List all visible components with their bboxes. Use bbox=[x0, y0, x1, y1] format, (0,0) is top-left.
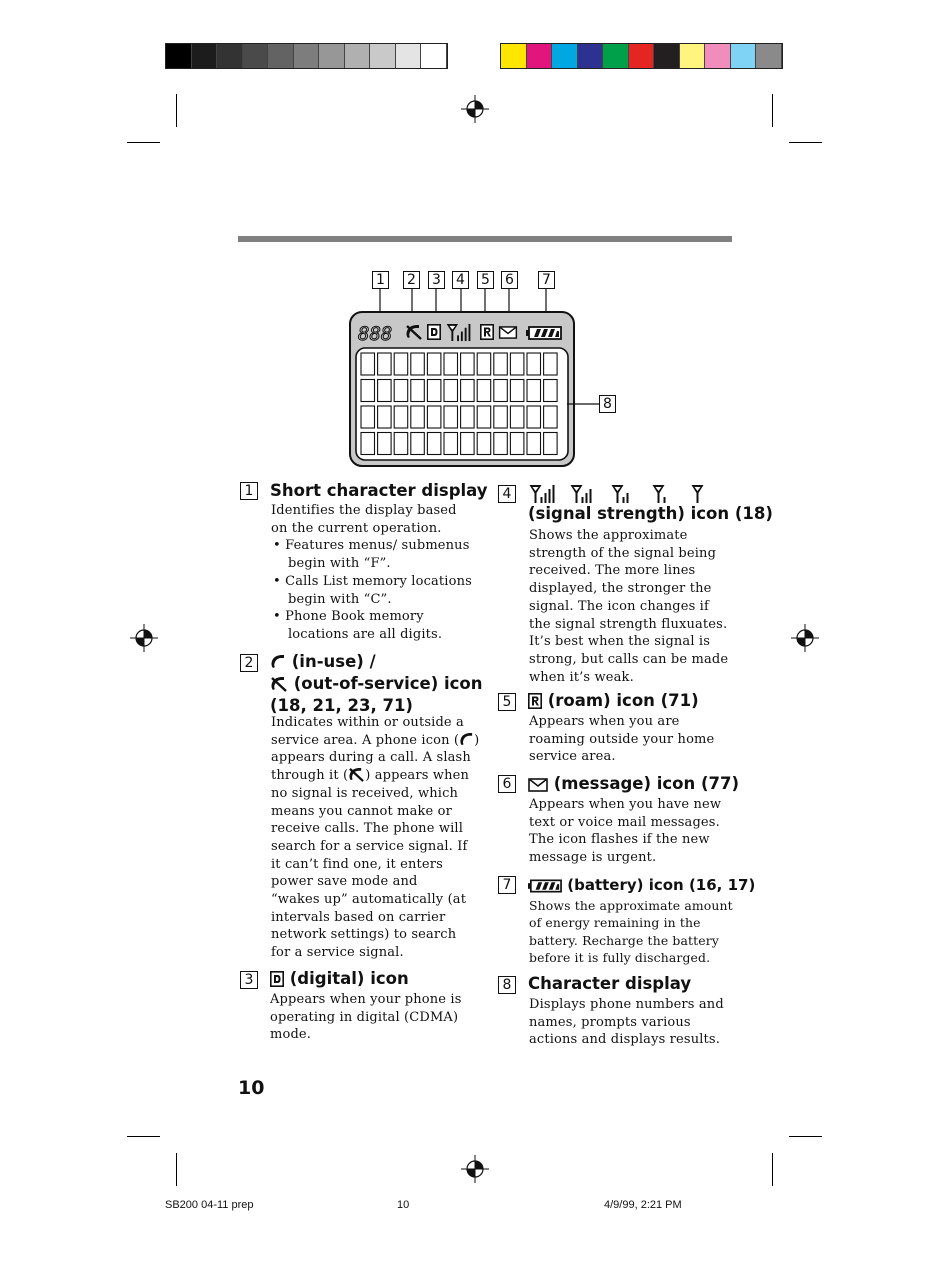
character-cell bbox=[477, 433, 491, 455]
color-swatch bbox=[756, 44, 782, 68]
color-swatch bbox=[501, 44, 527, 68]
footer-timestamp: 4/9/99, 2:21 PM bbox=[604, 1199, 682, 1211]
registration-mark-icon bbox=[130, 624, 158, 652]
body-line: no signal is received, which bbox=[271, 785, 459, 801]
body-line: before it is fully discharged. bbox=[529, 950, 711, 966]
gray-swatch bbox=[268, 44, 294, 68]
character-cell bbox=[510, 380, 524, 402]
signal-4-bars-icon bbox=[529, 484, 556, 504]
character-cell bbox=[427, 406, 441, 428]
color-swatch bbox=[654, 44, 680, 68]
character-cell bbox=[394, 353, 408, 375]
footer-file-name: SB200 04-11 prep bbox=[165, 1199, 254, 1211]
section-body-digital bbox=[270, 991, 462, 1044]
handset-icon bbox=[270, 654, 286, 670]
body-line: Appears when you have new bbox=[529, 797, 722, 812]
section-heading-short-display: Short character display bbox=[270, 481, 488, 500]
gray-swatch bbox=[421, 44, 447, 68]
color-swatch bbox=[603, 44, 629, 68]
character-cell bbox=[411, 353, 425, 375]
section-number-6: 6 bbox=[498, 775, 516, 793]
gray-swatch bbox=[294, 44, 320, 68]
character-cell bbox=[361, 433, 375, 455]
character-cell bbox=[494, 353, 508, 375]
character-cell bbox=[461, 406, 475, 428]
character-cell bbox=[378, 433, 392, 455]
signal-3-bars-icon bbox=[570, 484, 597, 504]
section-heading-digital: (digital) icon bbox=[270, 968, 409, 990]
callout-3: 3 bbox=[428, 271, 445, 289]
character-cell bbox=[527, 353, 541, 375]
body-line: strength of the signal being bbox=[529, 545, 717, 561]
character-cell bbox=[444, 380, 458, 402]
display-diagram bbox=[345, 268, 625, 470]
character-cell bbox=[427, 380, 441, 402]
character-cell bbox=[361, 353, 375, 375]
trim-mark bbox=[127, 142, 160, 143]
character-cell bbox=[494, 380, 508, 402]
body-line: service area. A phone icon ( ) bbox=[271, 732, 480, 748]
color-swatch bbox=[527, 44, 553, 68]
callout-5: 5 bbox=[477, 271, 494, 289]
envelope-icon bbox=[528, 778, 548, 792]
registration-mark-icon bbox=[461, 95, 489, 123]
character-cell bbox=[461, 380, 475, 402]
character-cell bbox=[544, 433, 558, 455]
character-cell bbox=[477, 353, 491, 375]
signal-0-bars-icon bbox=[691, 484, 718, 504]
signal-2-bars-icon bbox=[611, 484, 638, 504]
section-body-short-display bbox=[271, 502, 472, 644]
section-number-1: 1 bbox=[240, 482, 258, 500]
character-cell bbox=[444, 353, 458, 375]
gray-swatch bbox=[319, 44, 345, 68]
body-line: Indicates within or outside a bbox=[271, 715, 464, 730]
battery-icon bbox=[528, 879, 562, 893]
section-number-4: 4 bbox=[498, 485, 516, 503]
character-cell bbox=[494, 433, 508, 455]
color-swatch bbox=[629, 44, 655, 68]
body-line: it can’t find one, it enters bbox=[271, 856, 443, 872]
out-of-service-icon bbox=[348, 767, 365, 782]
color-swatch bbox=[680, 44, 706, 68]
section-heading-signal: (signal strength) icon (18) bbox=[528, 504, 773, 523]
digital-icon bbox=[270, 971, 284, 987]
body-line: means you cannot make or bbox=[271, 803, 453, 819]
character-cell bbox=[378, 406, 392, 428]
signal-1-bar-icon bbox=[652, 484, 679, 504]
character-cell bbox=[411, 406, 425, 428]
out-of-service-icon bbox=[270, 676, 288, 692]
registration-mark-icon bbox=[791, 624, 819, 652]
section-body-in-use bbox=[271, 714, 479, 962]
callout-7: 7 bbox=[538, 271, 555, 289]
body-line: intervals based on carrier bbox=[271, 909, 446, 925]
body-line: Displays phone numbers and bbox=[529, 997, 724, 1012]
trim-mark bbox=[789, 142, 822, 143]
callout-1: 1 bbox=[372, 271, 389, 289]
section-body-battery bbox=[529, 897, 733, 967]
section-number-2: 2 bbox=[240, 654, 258, 672]
body-line: Shows the approximate amount bbox=[529, 898, 733, 913]
gray-swatch bbox=[345, 44, 371, 68]
character-cell bbox=[361, 380, 375, 402]
character-cell bbox=[527, 380, 541, 402]
callout-2: 2 bbox=[403, 271, 420, 289]
section-number-8: 8 bbox=[498, 976, 516, 994]
roam-icon bbox=[528, 693, 542, 709]
trim-mark bbox=[176, 94, 177, 127]
character-cell bbox=[394, 380, 408, 402]
gray-color-bar bbox=[165, 43, 448, 69]
callout-8: 8 bbox=[599, 395, 616, 413]
gray-swatch bbox=[396, 44, 422, 68]
body-line: Appears when your phone is bbox=[270, 992, 462, 1007]
header-rule bbox=[238, 236, 732, 242]
trim-mark bbox=[176, 1153, 177, 1186]
section-heading-character-display: Character display bbox=[528, 974, 692, 993]
section-body-character-display bbox=[529, 996, 724, 1049]
character-cell bbox=[494, 406, 508, 428]
body-line: Appears when you are bbox=[529, 714, 680, 729]
body-line: appears during a call. A slash bbox=[271, 750, 471, 766]
body-line: The icon flashes if the new bbox=[529, 832, 710, 848]
body-line: strong, but calls can be made bbox=[529, 651, 729, 667]
body-line: signal. The icon changes if bbox=[529, 598, 709, 614]
process-color-bar bbox=[500, 43, 783, 69]
body-line: through it ( ) appears when bbox=[271, 768, 469, 784]
character-cell bbox=[510, 433, 524, 455]
section-number-7: 7 bbox=[498, 876, 516, 894]
color-swatch bbox=[552, 44, 578, 68]
color-swatch bbox=[731, 44, 757, 68]
character-cell bbox=[527, 433, 541, 455]
section-heading-battery: (battery) icon (16, 17) bbox=[528, 874, 755, 896]
body-line: Identifies the display based bbox=[271, 503, 457, 518]
color-swatch bbox=[578, 44, 604, 68]
character-cell bbox=[378, 353, 392, 375]
section-number-3: 3 bbox=[240, 971, 258, 989]
bullet-item: • Phone Book memory locations are all digits. bbox=[273, 609, 443, 642]
gray-swatch bbox=[217, 44, 243, 68]
section-body-signal bbox=[529, 527, 728, 686]
handset-icon bbox=[459, 732, 474, 747]
body-line: text or voice mail messages. bbox=[529, 814, 720, 830]
bullet-item: • Calls List memory locations begin with “C”. bbox=[273, 573, 472, 607]
section-heading-message: (message) icon (77) bbox=[528, 773, 739, 795]
character-cell bbox=[378, 380, 392, 402]
bullet-item: • Features menus/ submenus begin with “F”. bbox=[273, 538, 470, 572]
callout-6: 6 bbox=[501, 271, 518, 289]
character-cell bbox=[361, 406, 375, 428]
trim-mark bbox=[127, 1136, 160, 1137]
character-cell bbox=[427, 433, 441, 455]
body-line: for a service signal. bbox=[271, 945, 404, 961]
body-line: network settings) to search bbox=[271, 927, 457, 943]
section-body-roam bbox=[529, 713, 714, 766]
body-line: It’s best when the signal is bbox=[529, 634, 711, 650]
body-line: actions and displays results. bbox=[529, 1032, 721, 1048]
body-line: on the current operation. bbox=[271, 520, 442, 536]
body-line: power save mode and bbox=[271, 874, 418, 890]
callout-4: 4 bbox=[452, 271, 469, 289]
body-line: of energy remaining in the bbox=[529, 915, 701, 931]
character-cell bbox=[394, 433, 408, 455]
section-body-message bbox=[529, 796, 721, 867]
section-heading-in-use: (in-use) / (out-of-service) icon (18, 21, 23, 71) bbox=[270, 652, 483, 715]
character-cell bbox=[477, 406, 491, 428]
body-line: message is urgent. bbox=[529, 850, 657, 866]
body-line: when it’s weak. bbox=[529, 669, 634, 685]
section-number-5: 5 bbox=[498, 693, 516, 711]
character-cell bbox=[444, 433, 458, 455]
body-line: roaming outside your home bbox=[529, 731, 715, 747]
character-cell bbox=[510, 406, 524, 428]
character-cell bbox=[411, 380, 425, 402]
body-line: service area. bbox=[529, 749, 616, 765]
segment-digits: 888 bbox=[358, 323, 393, 345]
character-cell bbox=[461, 433, 475, 455]
registration-mark-icon bbox=[461, 1155, 489, 1183]
body-line: names, prompts various bbox=[529, 1014, 691, 1030]
character-cell bbox=[527, 406, 541, 428]
gray-swatch bbox=[166, 44, 192, 68]
page-number: 10 bbox=[238, 1077, 265, 1099]
footer-page: 10 bbox=[397, 1199, 410, 1211]
character-cell bbox=[444, 406, 458, 428]
body-line: battery. Recharge the battery bbox=[529, 932, 719, 948]
character-cell bbox=[544, 353, 558, 375]
body-line: receive calls. The phone will bbox=[271, 821, 464, 837]
gray-swatch bbox=[370, 44, 396, 68]
body-line: mode. bbox=[270, 1027, 312, 1043]
body-line: operating in digital (CDMA) bbox=[270, 1009, 459, 1025]
body-line: “wakes up” automatically (at bbox=[271, 892, 467, 908]
character-cell bbox=[427, 353, 441, 375]
character-cell bbox=[411, 433, 425, 455]
trim-mark bbox=[789, 1136, 822, 1137]
gray-swatch bbox=[192, 44, 218, 68]
trim-mark bbox=[772, 94, 773, 127]
character-cell bbox=[544, 406, 558, 428]
trim-mark bbox=[772, 1153, 773, 1186]
signal-strength-icons bbox=[529, 484, 719, 504]
character-cell bbox=[544, 380, 558, 402]
display-diagram-art bbox=[345, 268, 625, 470]
body-line: displayed, the stronger the bbox=[529, 581, 712, 597]
body-line: search for a service signal. If bbox=[271, 838, 468, 854]
character-cell bbox=[394, 406, 408, 428]
body-line: the signal strength fluxuates. bbox=[529, 616, 728, 632]
character-cell bbox=[461, 353, 475, 375]
character-cell bbox=[477, 380, 491, 402]
section-heading-roam: (roam) icon (71) bbox=[528, 690, 699, 712]
color-swatch bbox=[705, 44, 731, 68]
character-cell bbox=[510, 353, 524, 375]
body-line: Shows the approximate bbox=[529, 528, 688, 543]
gray-swatch bbox=[243, 44, 269, 68]
body-line: received. The more lines bbox=[529, 563, 696, 579]
